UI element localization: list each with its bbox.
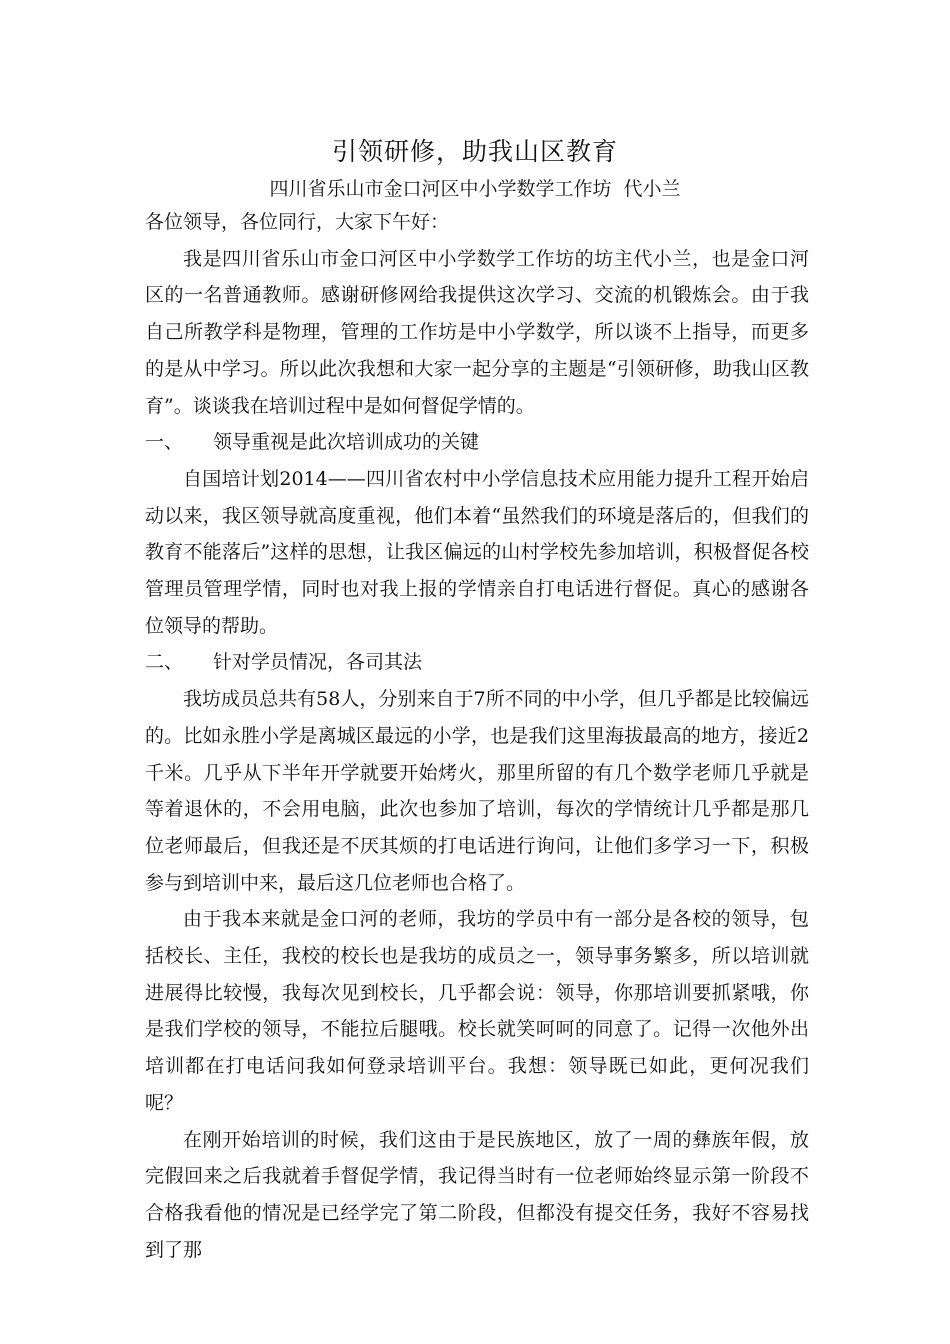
section-2-paragraph-2: 由于我本来就是金口河的老师，我坊的学员中有一部分是各校的领导，包括校长、主任，我校的校长也是我坊的成员之一，领导事务繁多，所以培训就进展得比较慢，我每次见到校长，几乎都会说：领导，你那培训要抓紧哦，你是我们学校的领导，不能拉后腿哦。校长就笑呵呵的同意了。记得一次他外出培训都在打电话问我如何登录培训平台。我想：领导既已如此，更何况我们呢？ — [145, 908, 809, 1114]
document-body — [145, 204, 809, 1268]
section-2-paragraph-3: 在刚开始培训的时候，我们这由于是民族地区，放了一周的彝族年假，放完假回来之后我就着手督促学情，我记得当时有一位老师始终显示第一阶段不合格我看他的情况是已经学完了第二阶段，但都没有提交任务，我好不容易找到了那 — [145, 1128, 809, 1261]
section-2-paragraph-1: 我坊成员总共有58人，分别来自于7所不同的中小学，但几乎都是比较偏远的。比如永胜小学是离城区最远的小学，也是我们这里海拔最高的地方，接近2千米。几乎从下半年开学就要开始烤火，那里所留的有几个数学老师几乎就是等着退休的，不会用电脑，此次也参加了培训，每次的学情统计几乎都是那几位老师最后，但我还是不厌其烦的打电话进行询问，让他们多学习一下，积极参与到培训中来，最后这几位老师也合格了。 — [145, 688, 809, 894]
intro-paragraph: 我是四川省乐山市金口河区中小学数学工作坊的坊主代小兰，也是金口河区的一名普通教师。感谢研修网给我提供这次学习、交流的机锻炼会。由于我自己所教学科是物理，管理的工作坊是中小学数学，所以谈不上指导，而更多的是从中学习。所以此次我想和大家一起分享的主题是“引领研修，助我山区教育”。谈谈我在培训过程中是如何督促学情的。 — [145, 247, 809, 417]
section-1-heading — [145, 424, 809, 461]
document-subtitle: 四川省乐山市金口河区中小学数学工作坊 代小兰 — [269, 178, 681, 200]
section-1-title: 领导重视是此次培训成功的关键 — [213, 431, 480, 454]
section-2-number: 二、 — [145, 651, 184, 674]
section-2-title: 针对学员情况，各司其法 — [213, 651, 423, 674]
section-1-paragraph: 自国培计划2014——四川省农村中小学信息技术应用能力提升工程开始启动以来，我区领导就高度重视，他们本着“虽然我们的环境是落后的，但我们的教育不能落后”这样的思想，让我区偏远的山村学校先参加培训，积极督促各校管理员管理学情，同时也对我上报的学情亲自打电话进行督促。真心的感谢各位领导的帮助。 — [145, 467, 809, 637]
section-2-heading — [145, 644, 809, 681]
greeting: 各位领导，各位同行，大家下午好： — [145, 211, 450, 233]
document-title: 引领研修，助我山区教育 — [331, 137, 618, 166]
section-1-number: 一、 — [145, 431, 184, 454]
